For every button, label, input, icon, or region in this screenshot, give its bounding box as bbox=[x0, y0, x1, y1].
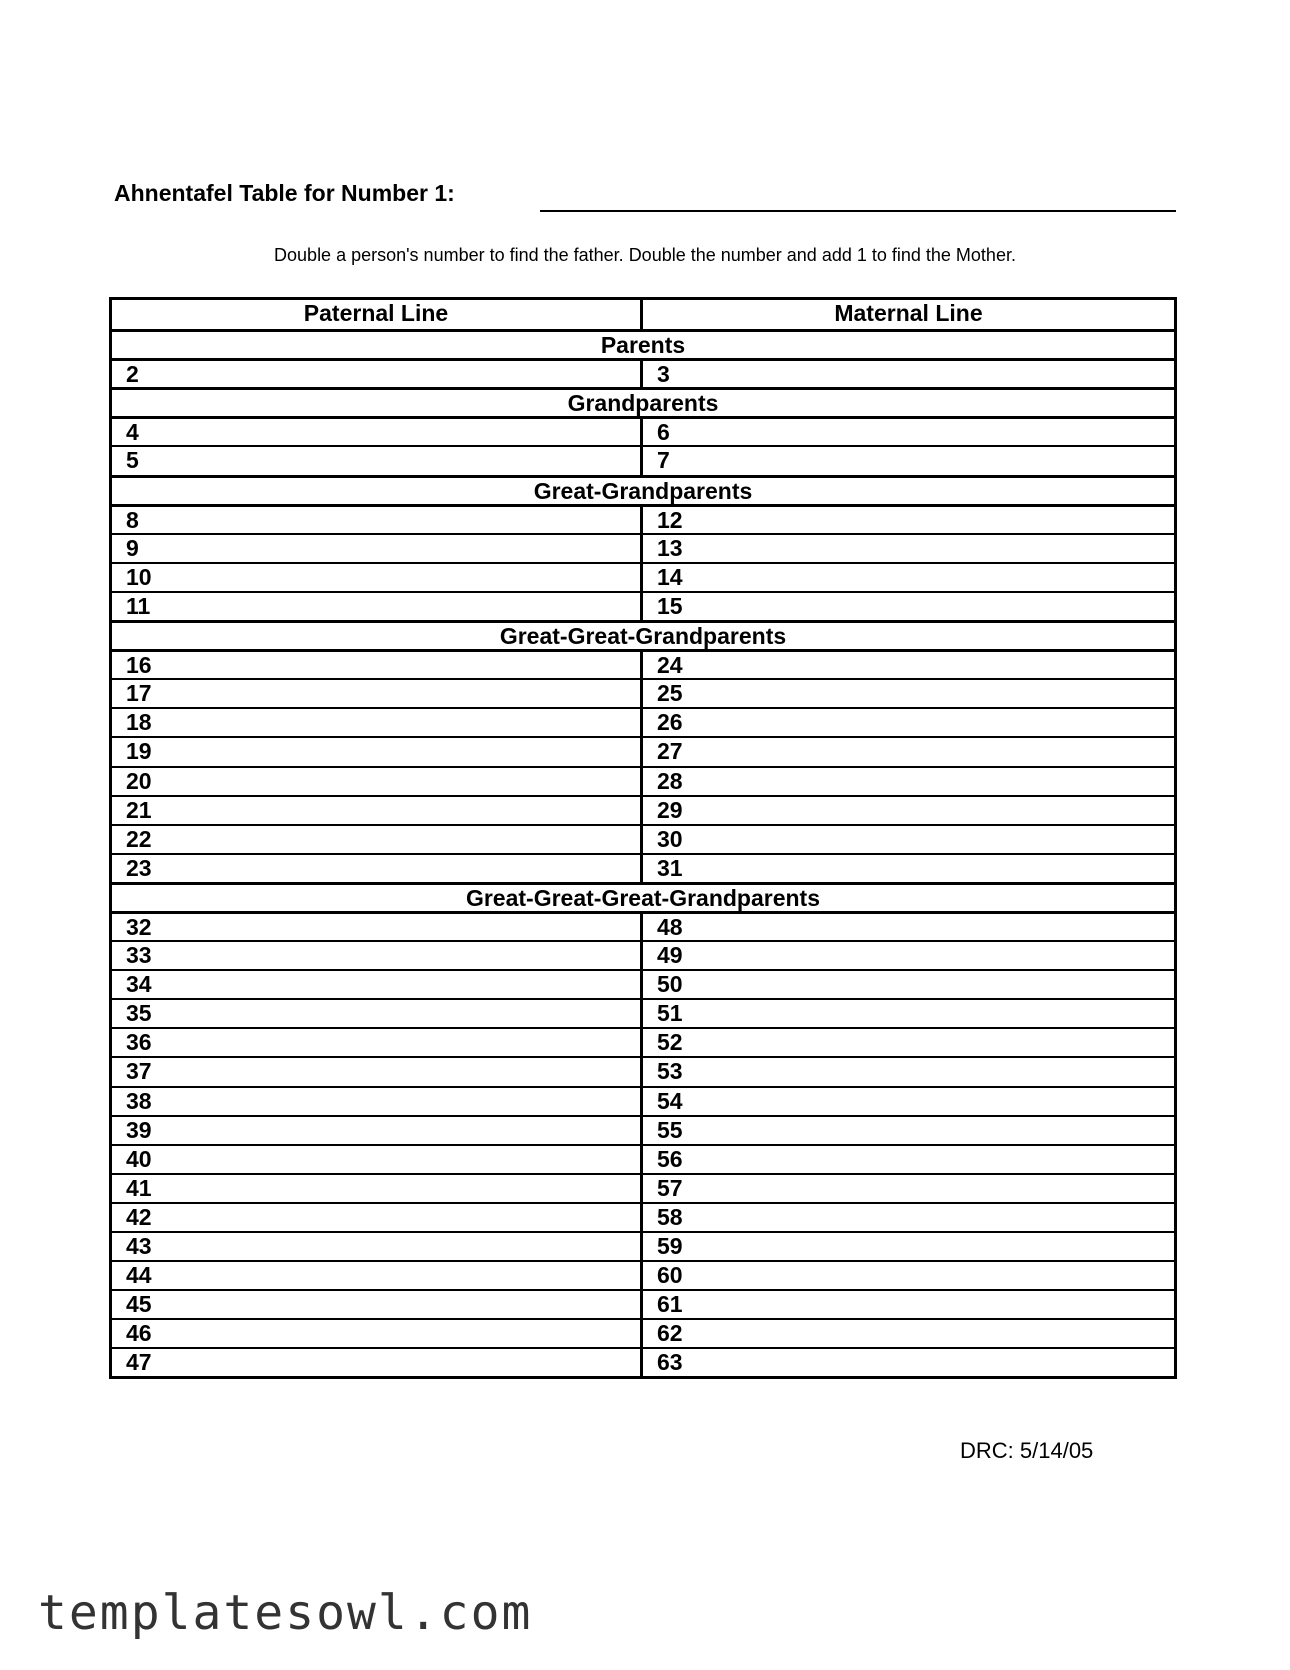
maternal-ancestor-cell[interactable]: 52 bbox=[657, 1029, 683, 1056]
section-label: Great-Grandparents bbox=[533, 477, 753, 504]
maternal-ancestor-cell[interactable]: 14 bbox=[657, 563, 683, 590]
maternal-ancestor-cell[interactable]: 56 bbox=[657, 1145, 683, 1172]
watermark: templatesowl.com bbox=[38, 1585, 533, 1641]
table-row bbox=[112, 1231, 1174, 1260]
table-row bbox=[112, 969, 1174, 998]
name-fill-line[interactable] bbox=[540, 210, 1176, 212]
maternal-ancestor-cell[interactable]: 15 bbox=[657, 592, 683, 619]
maternal-ancestor-cell[interactable]: 61 bbox=[657, 1291, 683, 1318]
table-row bbox=[112, 736, 1174, 765]
paternal-ancestor-cell[interactable]: 11 bbox=[112, 593, 643, 620]
table-row bbox=[112, 1289, 1174, 1318]
maternal-ancestor-cell[interactable]: 54 bbox=[657, 1087, 683, 1114]
paternal-ancestor-cell[interactable]: 37 bbox=[112, 1058, 643, 1085]
paternal-ancestor-cell[interactable]: 32 bbox=[112, 914, 643, 940]
table-row bbox=[112, 1173, 1174, 1202]
table-row bbox=[112, 1056, 1174, 1085]
maternal-ancestor-cell[interactable]: 63 bbox=[657, 1349, 683, 1376]
table-row bbox=[112, 533, 1174, 562]
table-row bbox=[112, 998, 1174, 1027]
maternal-ancestor-cell[interactable]: 28 bbox=[657, 767, 683, 794]
table-row bbox=[112, 591, 1174, 620]
table-row bbox=[112, 1086, 1174, 1115]
table-row bbox=[112, 649, 1174, 678]
table-row bbox=[112, 1347, 1174, 1376]
maternal-ancestor-cell[interactable]: 24 bbox=[657, 652, 683, 679]
section-label: Great-Great-Grandparents bbox=[499, 623, 787, 650]
section-label: Parents bbox=[600, 332, 686, 359]
paternal-ancestor-cell[interactable]: 45 bbox=[112, 1291, 643, 1318]
table-row bbox=[112, 358, 1174, 387]
maternal-ancestor-cell[interactable]: 53 bbox=[657, 1058, 683, 1085]
paternal-ancestor-cell[interactable]: 46 bbox=[112, 1320, 643, 1347]
maternal-ancestor-cell[interactable]: 7 bbox=[657, 447, 670, 474]
maternal-ancestor-cell[interactable]: 59 bbox=[657, 1233, 683, 1259]
paternal-ancestor-cell[interactable]: 38 bbox=[112, 1088, 643, 1115]
paternal-ancestor-cell[interactable]: 43 bbox=[112, 1233, 643, 1260]
maternal-ancestor-cell[interactable]: 48 bbox=[657, 913, 683, 940]
paternal-ancestor-cell[interactable]: 23 bbox=[112, 855, 643, 882]
paternal-line-header: Paternal Line bbox=[112, 300, 643, 329]
maternal-ancestor-cell[interactable]: 58 bbox=[657, 1203, 683, 1230]
table-row bbox=[112, 940, 1174, 969]
maternal-ancestor-cell[interactable]: 49 bbox=[657, 942, 683, 969]
ahnentafel-table bbox=[109, 297, 1177, 1379]
paternal-ancestor-cell[interactable]: 33 bbox=[112, 942, 643, 969]
maternal-ancestor-cell[interactable]: 62 bbox=[657, 1320, 683, 1347]
paternal-ancestor-cell[interactable]: 20 bbox=[112, 768, 643, 795]
maternal-ancestor-cell[interactable]: 6 bbox=[657, 419, 670, 446]
instructions-text: Double a person's number to find the father. Double the number and add 1 to find the Mother. bbox=[274, 245, 1016, 265]
maternal-ancestor-cell[interactable]: 57 bbox=[657, 1174, 683, 1201]
paternal-ancestor-cell[interactable]: 21 bbox=[112, 797, 643, 824]
paternal-ancestor-cell[interactable]: 19 bbox=[112, 738, 643, 765]
maternal-ancestor-cell[interactable]: 26 bbox=[657, 709, 683, 736]
maternal-ancestor-cell[interactable]: 51 bbox=[657, 1000, 683, 1027]
maternal-line-header: Maternal Line bbox=[834, 300, 983, 326]
table-row bbox=[112, 911, 1174, 940]
section-header-row bbox=[112, 882, 1174, 911]
table-row bbox=[112, 1202, 1174, 1231]
maternal-ancestor-cell[interactable]: 29 bbox=[657, 796, 683, 823]
instructions bbox=[0, 245, 1290, 266]
paternal-ancestor-cell[interactable]: 47 bbox=[112, 1349, 643, 1376]
paternal-ancestor-cell[interactable]: 8 bbox=[112, 507, 643, 533]
page-title: Ahnentafel Table for Number 1: bbox=[114, 180, 455, 206]
table-row bbox=[112, 678, 1174, 707]
paternal-ancestor-cell[interactable]: 17 bbox=[112, 680, 643, 707]
table-row bbox=[112, 707, 1174, 736]
paternal-ancestor-cell[interactable]: 36 bbox=[112, 1029, 643, 1056]
table-row bbox=[112, 824, 1174, 853]
paternal-ancestor-cell[interactable]: 10 bbox=[112, 564, 643, 591]
maternal-ancestor-cell[interactable]: 13 bbox=[657, 534, 683, 561]
table-row bbox=[112, 562, 1174, 591]
section-header-row bbox=[112, 475, 1174, 504]
maternal-ancestor-cell[interactable]: 55 bbox=[657, 1116, 683, 1143]
paternal-ancestor-cell[interactable]: 4 bbox=[112, 419, 643, 445]
maternal-ancestor-cell[interactable]: 31 bbox=[657, 854, 683, 881]
paternal-ancestor-cell[interactable]: 16 bbox=[112, 652, 643, 678]
paternal-ancestor-cell[interactable]: 42 bbox=[112, 1204, 643, 1231]
table-row bbox=[112, 1027, 1174, 1056]
maternal-ancestor-cell[interactable]: 25 bbox=[657, 680, 683, 707]
table-row bbox=[112, 416, 1174, 445]
paternal-ancestor-cell[interactable]: 35 bbox=[112, 1000, 643, 1027]
maternal-ancestor-cell[interactable]: 50 bbox=[657, 971, 683, 998]
section-label: Great-Great-Great-Grandparents bbox=[465, 884, 821, 911]
table-row bbox=[112, 766, 1174, 795]
section-header-row bbox=[112, 620, 1174, 649]
paternal-ancestor-cell[interactable]: 40 bbox=[112, 1146, 643, 1173]
table-row bbox=[112, 1115, 1174, 1144]
paternal-ancestor-cell[interactable]: 18 bbox=[112, 709, 643, 736]
table-row bbox=[112, 504, 1174, 533]
revision-date: DRC: 5/14/05 bbox=[960, 1438, 1094, 1463]
paternal-ancestor-cell[interactable]: 44 bbox=[112, 1262, 643, 1289]
table-row bbox=[112, 853, 1174, 882]
paternal-ancestor-cell[interactable]: 9 bbox=[112, 535, 643, 562]
section-label: Grandparents bbox=[567, 390, 719, 417]
maternal-ancestor-cell[interactable]: 30 bbox=[657, 825, 683, 852]
paternal-ancestor-cell[interactable]: 41 bbox=[112, 1175, 643, 1202]
table-row bbox=[112, 1144, 1174, 1173]
paternal-ancestor-cell[interactable]: 34 bbox=[112, 971, 643, 998]
table-row bbox=[112, 795, 1174, 824]
maternal-ancestor-cell[interactable]: 27 bbox=[657, 738, 683, 765]
table-header-row bbox=[112, 300, 1174, 329]
maternal-ancestor-cell[interactable]: 12 bbox=[657, 506, 683, 533]
paternal-ancestor-cell[interactable]: 2 bbox=[112, 361, 643, 387]
maternal-ancestor-cell[interactable]: 60 bbox=[657, 1262, 683, 1289]
paternal-ancestor-cell[interactable]: 5 bbox=[112, 447, 643, 474]
paternal-ancestor-cell[interactable]: 39 bbox=[112, 1117, 643, 1144]
paternal-ancestor-cell[interactable]: 22 bbox=[112, 826, 643, 853]
table-row bbox=[112, 445, 1174, 474]
section-header-row bbox=[112, 387, 1174, 416]
table-row bbox=[112, 1318, 1174, 1347]
table-row bbox=[112, 1260, 1174, 1289]
maternal-ancestor-cell[interactable]: 3 bbox=[657, 361, 670, 388]
section-header-row bbox=[112, 329, 1174, 358]
